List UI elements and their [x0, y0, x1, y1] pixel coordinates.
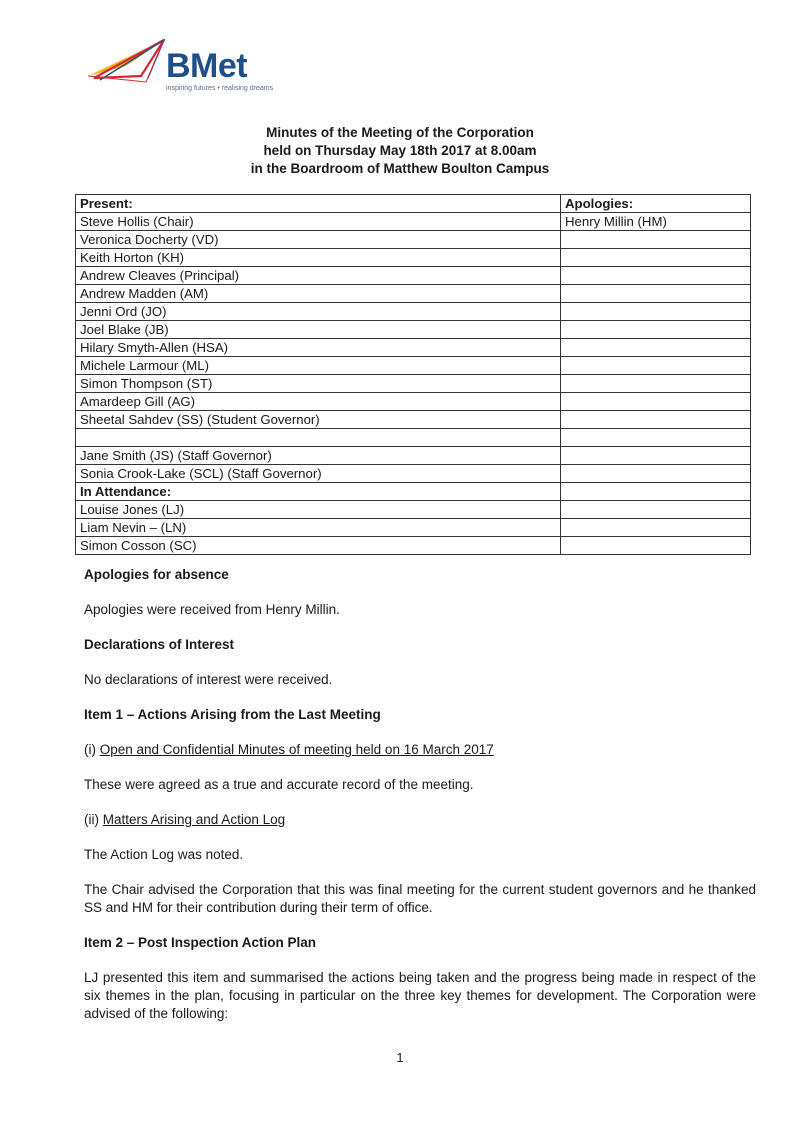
apology-name: Henry Millin (HM) — [561, 213, 751, 231]
present-name: Sonia Crook-Lake (SCL) (Staff Governor) — [76, 465, 561, 483]
attendee-name: Liam Nevin – (LN) — [76, 519, 561, 537]
item1-heading: Item 1 – Actions Arising from the Last Meeting — [84, 707, 381, 722]
apology-name — [561, 429, 751, 447]
present-name: Veronica Docherty (VD) — [76, 231, 561, 249]
attendance-row — [76, 411, 751, 429]
attendance-row — [76, 213, 751, 231]
in-attendance-header: In Attendance: — [76, 483, 561, 501]
attendance-row — [76, 393, 751, 411]
present-name: Steve Hollis (Chair) — [76, 213, 561, 231]
apology-name — [561, 339, 751, 357]
attendance-row — [76, 339, 751, 357]
attendance-header-row — [76, 195, 751, 213]
attendance-row — [76, 321, 751, 339]
item2-heading: Item 2 – Post Inspection Action Plan — [84, 935, 317, 950]
present-name: Sheetal Sahdev (SS) (Student Governor) — [76, 411, 561, 429]
apologies-header: Apologies: — [561, 195, 751, 213]
attendance-row — [76, 231, 751, 249]
minutes-body — [84, 566, 756, 1023]
empty-cell — [561, 537, 751, 555]
item1-sub2 — [84, 811, 756, 829]
empty-cell — [561, 483, 751, 501]
attendee-name: Louise Jones (LJ) — [76, 501, 561, 519]
logo-mark-icon — [86, 36, 166, 96]
apology-name — [561, 465, 751, 483]
attendance-row — [76, 285, 751, 303]
item1-sub2-prefix: (ii) — [84, 812, 103, 827]
present-name: Jenni Ord (JO) — [76, 303, 561, 321]
present-header: Present: — [76, 195, 561, 213]
apologies-text: Apologies were received from Henry Millin. — [84, 602, 340, 617]
in-attendance-row — [76, 537, 751, 555]
empty-cell — [561, 501, 751, 519]
title-line-1: Minutes of the Meeting of the Corporation — [266, 125, 534, 140]
apology-name — [561, 285, 751, 303]
item2-text: LJ presented this item and summarised the actions being taken and the progress being made in respect of the six themes in the plan, focusing in particular on the three key themes for development. The Corporation were advised of the following: — [84, 970, 756, 1021]
in-attendance-row — [76, 501, 751, 519]
title-line-3: in the Boardroom of Matthew Boulton Campus — [250, 161, 550, 176]
in-attendance-header-row — [76, 483, 751, 501]
apology-name — [561, 393, 751, 411]
attendance-row — [76, 375, 751, 393]
present-name: Andrew Madden (AM) — [76, 285, 561, 303]
item1-sub1-prefix: (i) — [84, 742, 100, 757]
present-name: Simon Thompson (ST) — [76, 375, 561, 393]
apology-name — [561, 375, 751, 393]
present-name — [76, 429, 561, 447]
present-name: Hilary Smyth-Allen (HSA) — [76, 339, 561, 357]
bmet-logo — [86, 36, 316, 106]
item1-sub2-title: Matters Arising and Action Log — [102, 812, 286, 827]
page-number: 1 — [396, 1050, 404, 1065]
attendance-row — [76, 303, 751, 321]
declarations-text: No declarations of interest were received. — [84, 672, 333, 687]
item1-sub1-title: Open and Confidential Minutes of meeting held on 16 March 2017 — [99, 742, 494, 757]
attendance-row — [76, 267, 751, 285]
apology-name — [561, 411, 751, 429]
apology-name — [561, 321, 751, 339]
item1-sub1-text: These were agreed as a true and accurate record of the meeting. — [84, 777, 474, 792]
in-attendance-row — [76, 519, 751, 537]
present-name: Joel Blake (JB) — [76, 321, 561, 339]
apology-name — [561, 249, 751, 267]
apology-name — [561, 303, 751, 321]
apology-name — [561, 231, 751, 249]
item1-sub1 — [84, 741, 756, 759]
attendance-row — [76, 249, 751, 267]
apology-name — [561, 267, 751, 285]
attendance-row — [76, 447, 751, 465]
logo-wordmark: BMet — [166, 47, 248, 85]
attendance-row — [76, 357, 751, 375]
document-title — [0, 124, 800, 178]
present-name: Jane Smith (JS) (Staff Governor) — [76, 447, 561, 465]
present-name: Amardeep Gill (AG) — [76, 393, 561, 411]
present-name: Keith Horton (KH) — [76, 249, 561, 267]
attendee-name: Simon Cosson (SC) — [76, 537, 561, 555]
item1-chair-text: The Chair advised the Corporation that this was final meeting for the current student governors and he thanked SS and HM for their contribution during their term of office. — [84, 882, 756, 915]
attendance-row — [76, 429, 751, 447]
present-name: Michele Larmour (ML) — [76, 357, 561, 375]
item1-sub2-text: The Action Log was noted. — [84, 847, 244, 862]
apologies-heading: Apologies for absence — [84, 567, 229, 582]
present-name: Andrew Cleaves (Principal) — [76, 267, 561, 285]
attendance-row — [76, 465, 751, 483]
apology-name — [561, 447, 751, 465]
logo-tagline: inspiring futures • realising dreams — [166, 85, 274, 92]
title-line-2: held on Thursday May 18th 2017 at 8.00am — [263, 143, 537, 158]
empty-cell — [561, 519, 751, 537]
declarations-heading: Declarations of Interest — [84, 637, 235, 652]
attendance-table — [75, 194, 751, 555]
apology-name — [561, 357, 751, 375]
